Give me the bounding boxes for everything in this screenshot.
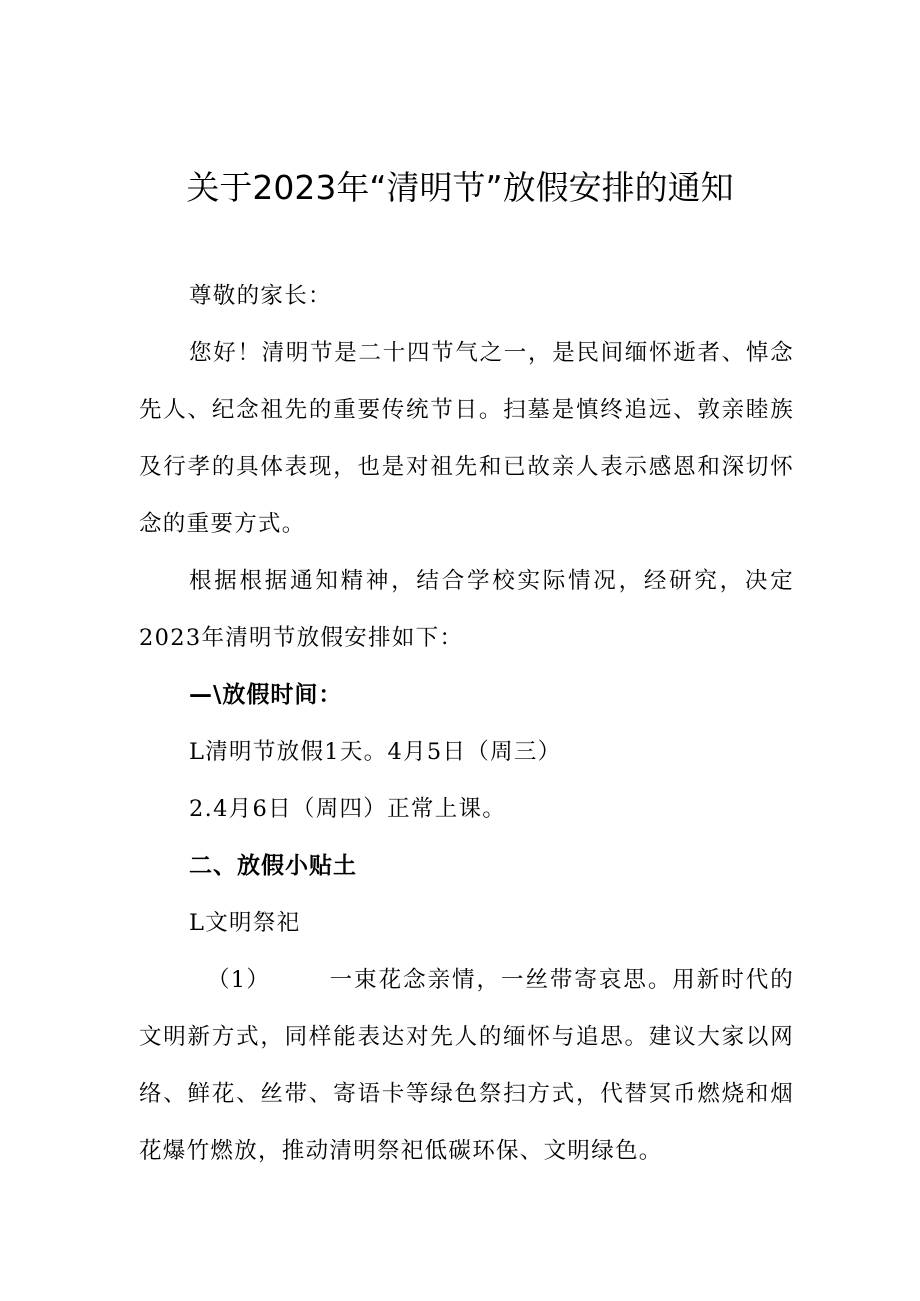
section-heading-holiday-tips: 二、放假小贴土 xyxy=(189,853,357,879)
tips-item-1-text: 一束花念亲情，一丝带寄哀思。用新时代的文明新方式，同样能表达对先人的缅怀与追思。建议大家以网络、鲜花、丝带、寄语卡等绿色祭扫方式，代替冥币燃烧和烟花爆竹燃放，推动清明祭祀低碳环保、文明绿色。 xyxy=(139,967,794,1164)
document-title: 关于2023年“清明节”放假安排的通知 xyxy=(186,168,734,207)
tips-item-1-number: （1） xyxy=(207,967,271,993)
section-heading-holiday-time: —\放假时间： xyxy=(189,682,343,708)
holiday-time-item-2: 2.4月6日（周四）正常上课。 xyxy=(189,796,507,822)
intro-paragraph: 您好！清明节是二十四节气之一，是民间缅怀逝者、悼念先人、纪念祖先的重要传统节日。扫墓是慎终追远、敦亲睦族及行孝的具体表现，也是对祖先和已故亲人表示感恩和深切怀念的重要方式。 xyxy=(139,340,794,537)
salutation: 尊敬的家长： xyxy=(189,283,332,309)
tips-subheading-civilized-worship: L文明祭祀 xyxy=(189,910,301,936)
tips-item-1 xyxy=(139,952,794,1180)
decision-paragraph: 根据根据通知精神，结合学校实际情况，经研究，决定2023年清明节放假安排如下： xyxy=(139,568,794,651)
holiday-time-item-1: L清明节放假1天。4月5日（周三） xyxy=(189,739,562,765)
document-body xyxy=(139,268,794,1180)
